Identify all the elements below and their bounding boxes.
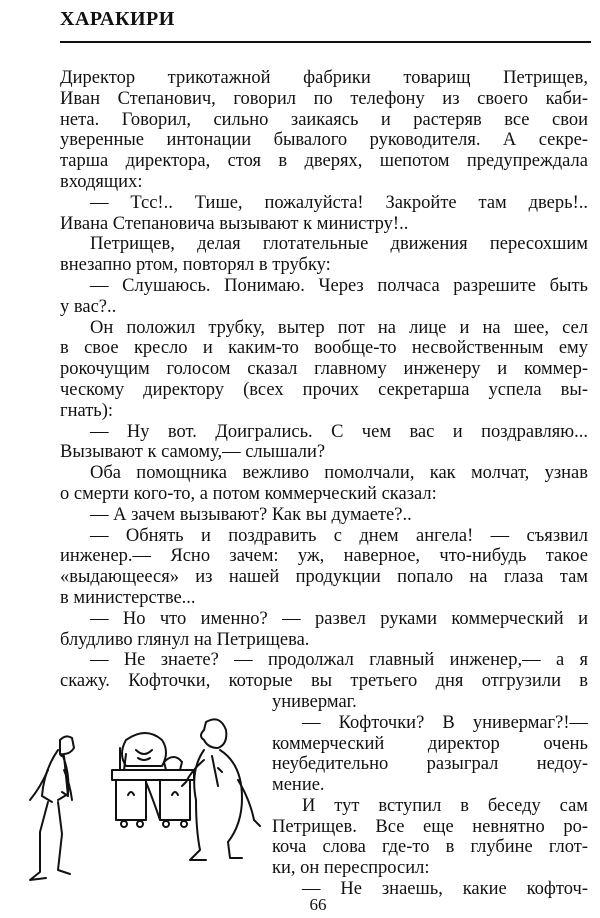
tall-engineer-figure	[30, 736, 74, 880]
text-line: Иван Степанович, говорил по телефону из своего каби-	[60, 88, 588, 109]
text-line: Ивана Степановича вызывают к министру!..	[60, 213, 409, 234]
text-line: Директор трикотажной фабрики товарищ Петрищев,	[60, 68, 588, 88]
chapter-title: ХАРАКИРИ	[60, 8, 175, 30]
text-line: Вызывают к самому,— слышали?	[60, 442, 326, 463]
text-line: коммерческий директор очень	[272, 733, 588, 754]
text-line: гнать):	[60, 400, 114, 421]
text-line: нета. Говорил, сильно заикаясь и растеряв все свои	[60, 109, 588, 130]
text-line: неубедительно разыграл недоу-	[272, 754, 588, 775]
text-line: блудливо глянул на Петрищева.	[60, 629, 310, 650]
stout-commercial-director-figure	[182, 719, 260, 860]
text-line: ческому директору (всех прочих секретарша успела вы-	[60, 379, 588, 400]
text-line: И тут вступил в беседу сам	[302, 795, 588, 816]
text-line: — Не знаешь, какие кофточ-	[302, 879, 588, 900]
text-line: в министерстве...	[60, 587, 196, 608]
text-line: рокочущим голосом сказал главному инженеру и коммер-	[60, 359, 588, 380]
desk-with-director	[112, 733, 194, 827]
text-line: Петрищев. Все еще невнятно ро-	[272, 816, 588, 837]
cartoon-illustration	[8, 710, 263, 885]
text-line: — Слушаюсь. Понимаю. Через полчаса разрешите быть	[90, 275, 588, 296]
text-line: о смерти кого-то, а потом коммерческий сказал:	[60, 483, 437, 504]
text-line: Он положил трубку, вытер пот на лице и на шее, сел	[90, 317, 588, 338]
text-line: — Кофточки? В универмаг?!—	[302, 712, 588, 733]
text-line: скажу. Кофточки, которые вы третьего дня отгрузили в	[60, 671, 588, 692]
text-line: — Ну вот. Доигрались. С чем вас и поздравляю...	[90, 421, 588, 442]
text-line: уверенные интонации бывалого руководителя. А секре-	[60, 130, 588, 151]
text-line: входящих:	[60, 171, 143, 192]
text-line: Оба помощника вежливо помолчали, как молчат, узнав	[90, 463, 588, 484]
text-line: — А зачем вызывают? Как вы думаете?..	[90, 504, 412, 525]
text-line: «выдающееся» из нашей продукции попало на глаза там	[60, 567, 588, 588]
text-line: — Не знаете? — продолжал главный инженер,— а я	[90, 650, 588, 671]
text-line: — Но что именно? — развел руками коммерческий и	[90, 608, 588, 629]
text-line: коча слова где-то в глубине глот-	[272, 837, 588, 858]
text-line: инженер.— Ясно зачем: уж, наверное, что-нибудь такое	[60, 546, 588, 567]
text-line: — Обнять и поздравить с днем ангела! — съязвил	[90, 525, 588, 546]
text-line: тарша директора, стоя в дверях, шепотом предупреждала	[60, 151, 588, 172]
page-number: 66	[309, 895, 327, 914]
text-line: мение.	[272, 775, 325, 796]
text-line: — Тсс!.. Тише, пожалуйста! Закройте там дверь!..	[90, 192, 588, 213]
text-line: внезапно ртом, повторял в трубку:	[60, 255, 331, 276]
text-line: у вас?..	[60, 296, 117, 317]
text-line: ки, он переспросил:	[272, 858, 430, 879]
text-line: Петрищев, делая глотательные движения пересохшим	[90, 234, 588, 255]
text-line: в свое кресло и каким-то вообще-то несвойственным ему	[60, 338, 588, 359]
text-line: универмаг.	[272, 691, 357, 712]
title-rule	[60, 41, 591, 43]
